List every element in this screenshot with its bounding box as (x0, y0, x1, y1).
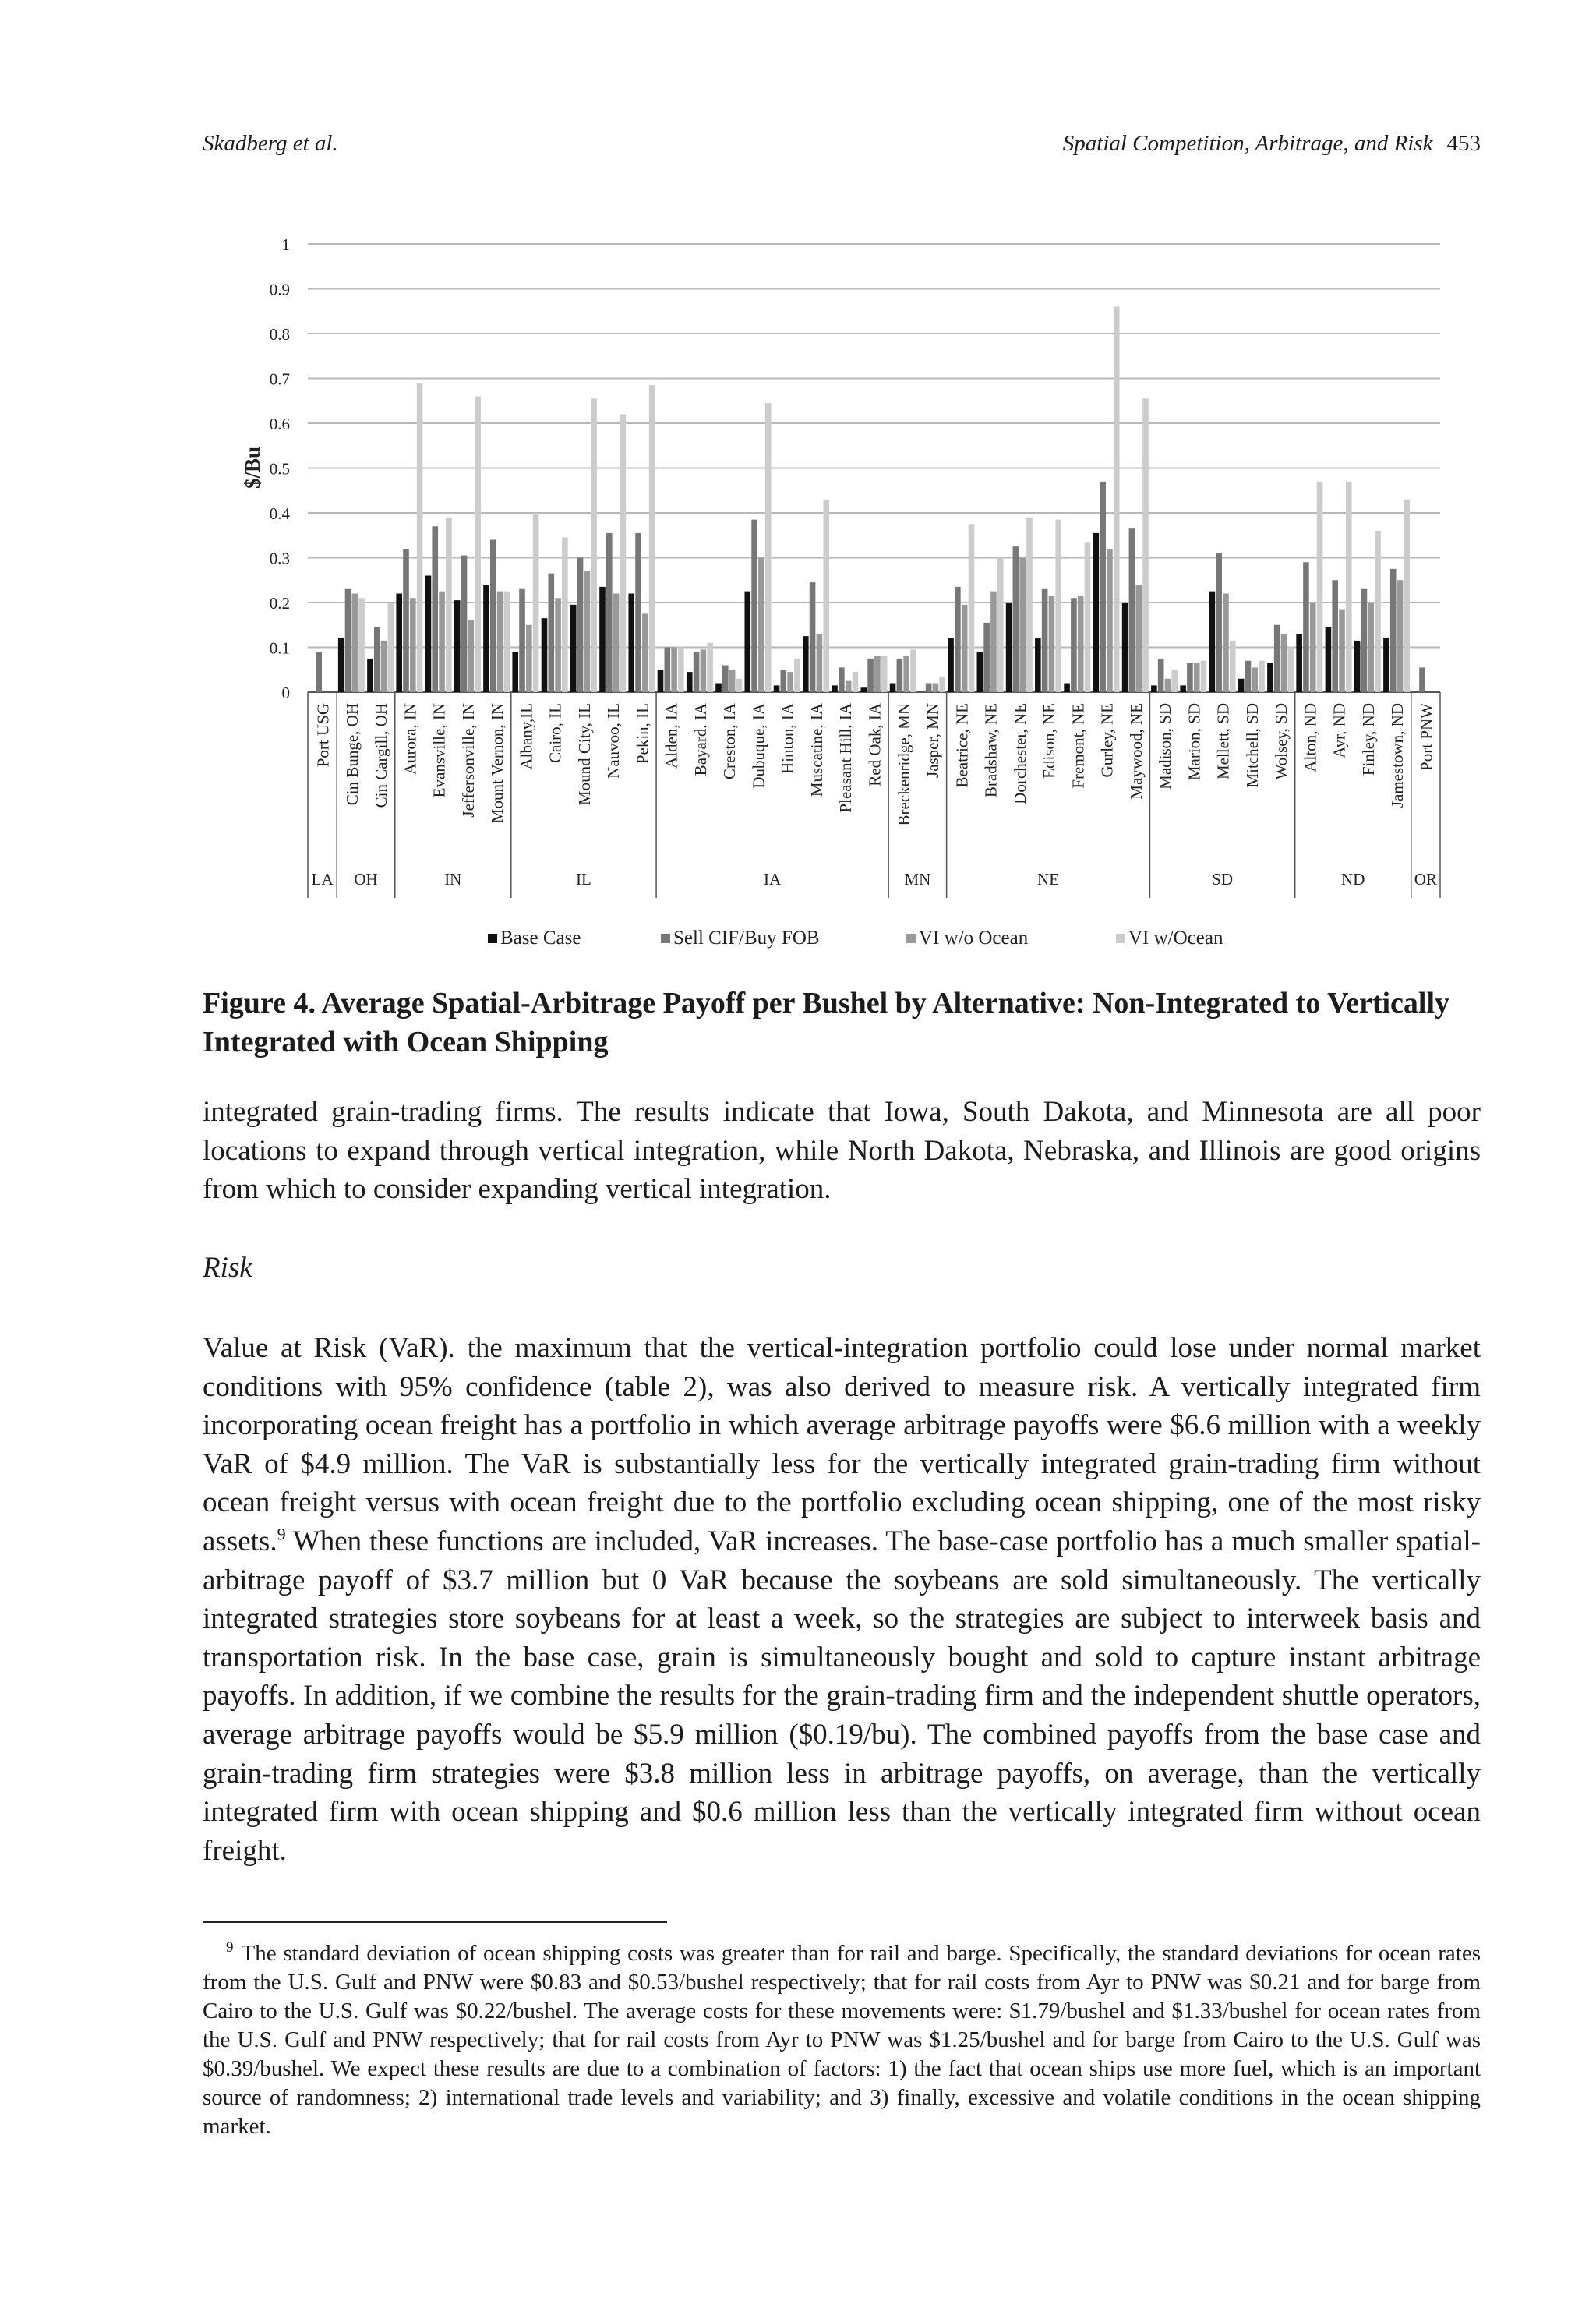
bar-2 (1419, 667, 1425, 692)
bar-4 (969, 524, 975, 692)
x-category-label: Beatrice, NE (952, 703, 972, 788)
y-tick-label: 0.2 (269, 594, 290, 613)
x-category-label: Breckenridge, MN (894, 703, 913, 826)
x-category-label: Pekin, IL (633, 703, 652, 765)
bar-3 (1223, 594, 1229, 693)
bar-4 (562, 538, 568, 692)
legend-swatch (488, 934, 497, 943)
bar-3 (1339, 610, 1345, 692)
bar-1 (1180, 685, 1186, 692)
bar-2 (606, 533, 613, 692)
bar-3 (410, 598, 416, 692)
running-head-title: Spatial Competition, Arbitrage, and Risk (1062, 131, 1433, 156)
x-category-label: Cin Cargill, OH (372, 703, 391, 808)
x-category-label: Muscatine, IA (807, 703, 826, 797)
bar-2 (665, 648, 671, 693)
bar-2 (926, 684, 932, 693)
bar-1 (599, 587, 606, 692)
bar-4 (998, 558, 1004, 693)
bar-3 (1397, 580, 1404, 692)
paragraph-2-part-b: When these functions are included, VaR increases. The base-case portfolio has a much smaller spatial-arbitrage payoff of $3.7 million but 0 VaR because the soybeans are sold simultaneously. The vertically integrated strategies store soybeans for at least a week, so the strategies are subject to interweek basis and transportation risk. In the base case, grain is simultaneously bought and sold to capture instant arbitrage payoffs. In addition, if we combine the results for the grain-trading firm and the independent shuttle operators, average arbitrage payoffs would be $5.9 million ($0.19/bu). The combined payoffs from the base case and grain-trading firm strategies were $3.8 million less in arbitrage payoffs, on average, than the vertically integrated firm with ocean shipping and $0.6 million less than the vertically integrated firm without ocean freight. (203, 1525, 1481, 1867)
bar-4 (1259, 661, 1265, 692)
bar-1 (861, 687, 867, 692)
x-category-label: Hinton, IA (778, 703, 797, 774)
paragraph-2-part-a: Value at Risk (VaR). the maximum that the vertical-integration portfolio could lose under normal market conditions with 95% confidence (table 2), was also derived to measure risk. A vertically integrated firm incorporating ocean freight has a portfolio in which average arbitrage payoffs were $6.6 million with a weekly VaR of $4.9 million. The VaR is substantially less for the vertically integrated grain-trading firm without ocean freight versus with ocean freight due to the portfolio excluding ocean shipping, one of the most risky assets. (203, 1332, 1481, 1557)
y-axis-label: $/Bu (241, 446, 264, 489)
figure-caption: Figure 4. Average Spatial-Arbitrage Payoff per Bushel by Alternative: Non-Integrated to Vertically Integrated with Ocean Shipping (203, 987, 1450, 1059)
bar-4 (881, 656, 888, 692)
bar-3 (962, 605, 968, 692)
bar-2 (1274, 625, 1280, 692)
x-category-label: Dorchester, NE (1010, 703, 1029, 804)
bar-1 (890, 684, 896, 693)
bar-1 (1296, 634, 1302, 692)
x-category-label: Pleasant Hill, IA (836, 703, 856, 813)
bar-3 (933, 684, 939, 693)
bar-1 (1006, 603, 1012, 692)
bar-2 (1303, 562, 1309, 692)
x-category-label: Edison, NE (1040, 703, 1059, 779)
x-category-label: Cairo, IL (546, 703, 565, 763)
bar-3 (729, 670, 736, 692)
state-group-label: IN (444, 870, 462, 889)
bar-2 (1042, 589, 1048, 692)
bar-2 (781, 670, 787, 692)
bar-1 (1383, 638, 1389, 692)
bar-1 (1064, 684, 1070, 693)
y-tick-label: 0.8 (269, 325, 290, 344)
bar-3 (1135, 585, 1142, 692)
bar-4 (417, 383, 423, 692)
bar-1 (1354, 641, 1361, 692)
bar-2 (751, 520, 757, 692)
x-category-label: Gurley, NE (1097, 703, 1117, 778)
bar-3 (1281, 634, 1287, 692)
bar-2 (810, 582, 816, 692)
bar-3 (874, 656, 881, 692)
paragraph-1-text: integrated grain-trading firms. The results indicate that Iowa, South Dakota, and Minnesota are all poor locations to expand through vertical integration, while North Dakota, Nebraska, and Illinois are good origins from which to consider expanding vertical integration. (203, 1096, 1481, 1206)
state-group-label: LA (311, 870, 334, 889)
x-category-label: Mellett, SD (1213, 703, 1233, 779)
bar-4 (533, 513, 539, 692)
bar-1 (948, 638, 954, 692)
state-group-label: ND (1341, 870, 1365, 889)
bar-3 (1194, 663, 1200, 692)
bar-2 (1390, 569, 1396, 692)
x-category-label: Dubuque, IA (749, 703, 768, 789)
x-category-label: Marion, SD (1185, 703, 1204, 781)
bar-1 (396, 594, 402, 693)
bar-2 (1216, 553, 1222, 692)
bar-chart (0, 0, 1596, 974)
bar-2 (983, 623, 990, 692)
bar-2 (955, 587, 961, 692)
bar-3 (555, 598, 561, 692)
bar-1 (512, 652, 518, 692)
bar-4 (1230, 641, 1236, 692)
legend-label: Sell CIF/Buy FOB (673, 928, 820, 949)
bar-3 (381, 641, 387, 692)
bar-4 (649, 385, 655, 692)
x-category-label: Jeffersonville, IN (458, 703, 478, 818)
bar-3 (1107, 549, 1113, 692)
bar-2 (839, 667, 845, 692)
x-category-label: Maywood, NE (1126, 703, 1146, 800)
bar-1 (483, 585, 489, 692)
bar-3 (1049, 596, 1055, 692)
x-category-label: Cin Bunge, OH (342, 703, 362, 806)
state-group-label: IL (576, 870, 591, 889)
x-category-label: Creston, IA (720, 703, 740, 779)
bar-4 (591, 398, 597, 692)
x-category-label: Bayard, IA (690, 703, 710, 776)
x-category-label: Ayr, ND (1329, 703, 1349, 758)
bar-2 (1332, 580, 1338, 692)
bar-2 (1361, 589, 1368, 692)
bar-3 (1078, 596, 1084, 692)
y-tick-label: 0.3 (269, 549, 290, 568)
bar-3 (526, 625, 532, 692)
bar-4 (939, 677, 945, 692)
bar-4 (823, 500, 829, 692)
legend-swatch (1116, 934, 1125, 943)
bar-1 (774, 685, 780, 692)
bar-2 (461, 556, 468, 692)
x-category-label: Evansville, IN (429, 703, 449, 798)
legend-label: VI w/o Ocean (919, 928, 1029, 949)
running-head-authors: Skadberg et al. (203, 131, 338, 156)
bar-3 (817, 634, 823, 692)
bar-2 (1245, 661, 1252, 692)
bar-3 (613, 594, 620, 693)
bar-3 (497, 592, 503, 692)
bar-2 (722, 666, 729, 693)
bar-1 (1035, 638, 1041, 692)
state-group-label: MN (904, 870, 931, 889)
bar-1 (338, 638, 344, 692)
bar-1 (1326, 627, 1332, 692)
footnote-9 (203, 1939, 1481, 2141)
bar-3 (1165, 679, 1171, 692)
x-category-label: Mound City, IL (574, 703, 594, 806)
bar-4 (504, 592, 510, 692)
bar-4 (1171, 670, 1178, 692)
bar-4 (794, 659, 800, 692)
bar-2 (1071, 598, 1077, 692)
bar-4 (1404, 500, 1411, 692)
bar-1 (542, 618, 548, 692)
bar-1 (425, 576, 432, 693)
bar-4 (678, 648, 684, 693)
bar-1 (1151, 685, 1157, 692)
x-category-label: Port USG (313, 703, 333, 768)
bar-1 (687, 672, 693, 692)
bar-1 (832, 685, 838, 692)
bar-1 (570, 605, 577, 692)
x-category-label: Port PNW (1417, 703, 1436, 771)
page-number: 453 (1446, 131, 1481, 156)
bar-2 (548, 574, 554, 692)
y-tick-label: 0.9 (269, 280, 290, 299)
y-tick-label: 0.4 (269, 504, 290, 523)
footnote-divider (203, 1921, 667, 1923)
x-category-label: Madison, SD (1156, 703, 1175, 790)
bar-3 (1019, 558, 1026, 693)
bar-4 (910, 649, 916, 692)
bar-3 (642, 613, 648, 692)
bar-3 (758, 558, 764, 693)
bar-2 (432, 526, 438, 692)
x-category-label: Jasper, MN (923, 703, 943, 778)
legend-swatch (906, 934, 916, 943)
bar-4 (1085, 542, 1091, 692)
state-group-label: OH (354, 870, 378, 889)
y-tick-label: 0.1 (269, 638, 290, 658)
bar-2 (490, 540, 496, 693)
bar-3 (990, 592, 997, 692)
bar-3 (468, 620, 475, 692)
legend-label: VI w/Ocean (1128, 928, 1223, 949)
bar-3 (671, 648, 677, 693)
bar-3 (701, 649, 707, 692)
bar-4 (1346, 482, 1352, 692)
bar-2 (519, 589, 525, 692)
y-tick-label: 0.5 (269, 459, 290, 479)
x-category-label: Wolsey, SD (1272, 703, 1291, 780)
bar-2 (1158, 659, 1164, 692)
bar-2 (635, 533, 641, 692)
y-tick-label: 1 (281, 235, 290, 254)
bar-1 (1093, 533, 1100, 692)
x-category-label: Mitchell, SD (1242, 703, 1262, 788)
bar-1 (715, 684, 722, 693)
bar-2 (374, 627, 380, 692)
x-category-label: Fremont, NE (1068, 703, 1088, 789)
bar-3 (351, 594, 358, 693)
bar-2 (694, 652, 700, 692)
bar-1 (1209, 592, 1216, 692)
bar-2 (867, 659, 874, 692)
bar-2 (403, 549, 409, 692)
state-group-label: NE (1037, 870, 1060, 889)
x-category-label: Red Oak, IA (865, 703, 885, 786)
bar-4 (620, 415, 627, 693)
bar-1 (803, 636, 809, 692)
state-group-label: SD (1212, 870, 1234, 889)
bar-3 (1368, 603, 1374, 692)
bar-1 (744, 592, 750, 692)
paragraph-2 (203, 1329, 1481, 1870)
footnote-number: 9 (226, 1939, 234, 1956)
paragraph-1 (203, 1093, 1481, 1209)
bar-4 (388, 603, 394, 692)
x-category-label: Jamestown, ND (1388, 703, 1407, 808)
bar-4 (1317, 482, 1323, 692)
bar-2 (1187, 663, 1193, 692)
bar-4 (1026, 518, 1033, 692)
bar-4 (1114, 307, 1120, 693)
state-group-label: IA (764, 870, 782, 889)
bar-2 (1013, 546, 1019, 692)
x-category-label: Bradshaw, NE (981, 703, 1001, 798)
bar-4 (1375, 531, 1381, 692)
bar-1 (1267, 663, 1273, 692)
y-tick-label: 0.7 (269, 369, 290, 389)
legend-swatch (661, 934, 670, 943)
bar-4 (475, 397, 481, 693)
bar-4 (707, 643, 713, 692)
x-category-label: Alton, ND (1301, 703, 1320, 772)
footnote-text: The standard deviation of ocean shipping costs was greater than for rail and barge. Specifically, the standard deviations for ocean rates from the U.S. Gulf and PNW were $0.83 and $0.53/bushel respectively; that for rail costs from Ayr to PNW was $0.21 and for barge from Cairo to the U.S. Gulf was $0.22/bushel. The average costs for these movements were: $1.79/bushel and $1.33/bushel for ocean rates from the U.S. Gulf and PNW respectively; that for rail costs from Ayr to PNW was $1.25/bushel and for barge from Cairo to the U.S. Gulf was $0.39/bushel. We expect these results are due to a combination of factors: 1) the fact that ocean ships use more fuel, which is an important source of randomness; 2) international trade levels and variability; and 3) finally, excessive and volatile conditions in the ocean shipping market. (203, 1941, 1481, 2139)
x-category-label: Finley, ND (1358, 703, 1378, 776)
bar-1 (977, 652, 983, 692)
y-tick-label: 0.6 (269, 415, 290, 433)
bar-4 (1201, 661, 1207, 692)
bar-2 (577, 558, 584, 693)
bar-3 (787, 672, 793, 692)
x-category-label: Aurora, IN (401, 703, 420, 776)
x-category-label: Nauvoo, IL (604, 703, 623, 779)
bar-4 (736, 679, 743, 692)
bar-1 (628, 594, 634, 693)
bar-3 (439, 592, 445, 692)
bar-3 (1252, 667, 1258, 692)
bar-4 (358, 598, 365, 692)
bar-1 (1238, 679, 1245, 692)
x-category-label: Albany,IL (517, 703, 536, 770)
bar-4 (1055, 520, 1061, 692)
state-group-label: OR (1414, 870, 1437, 889)
bar-1 (367, 659, 373, 692)
x-category-label: Alden, IA (662, 703, 681, 769)
bar-4 (1287, 648, 1294, 693)
bar-4 (1142, 398, 1149, 692)
bar-1 (658, 670, 664, 692)
bar-4 (853, 672, 859, 692)
bar-4 (765, 403, 772, 692)
bar-3 (846, 681, 852, 692)
x-category-label: Mount Vernon, IN (488, 703, 507, 824)
footnote-ref-9[interactable]: 9 (277, 1524, 286, 1544)
section-heading-risk: Risk (203, 1252, 252, 1284)
paragraph-2-text (203, 1329, 1481, 1870)
bar-3 (1310, 603, 1316, 692)
bar-3 (903, 656, 909, 692)
legend-label: Base Case (500, 928, 581, 949)
bar-2 (1129, 528, 1135, 692)
bar-4 (446, 518, 452, 692)
bar-2 (897, 659, 903, 692)
bar-2 (1100, 482, 1106, 692)
bar-3 (584, 571, 591, 692)
bar-1 (1122, 603, 1128, 692)
y-tick-label: 0 (281, 684, 290, 702)
bar-2 (345, 589, 351, 692)
bar-1 (454, 600, 461, 692)
bar-2 (316, 652, 322, 692)
